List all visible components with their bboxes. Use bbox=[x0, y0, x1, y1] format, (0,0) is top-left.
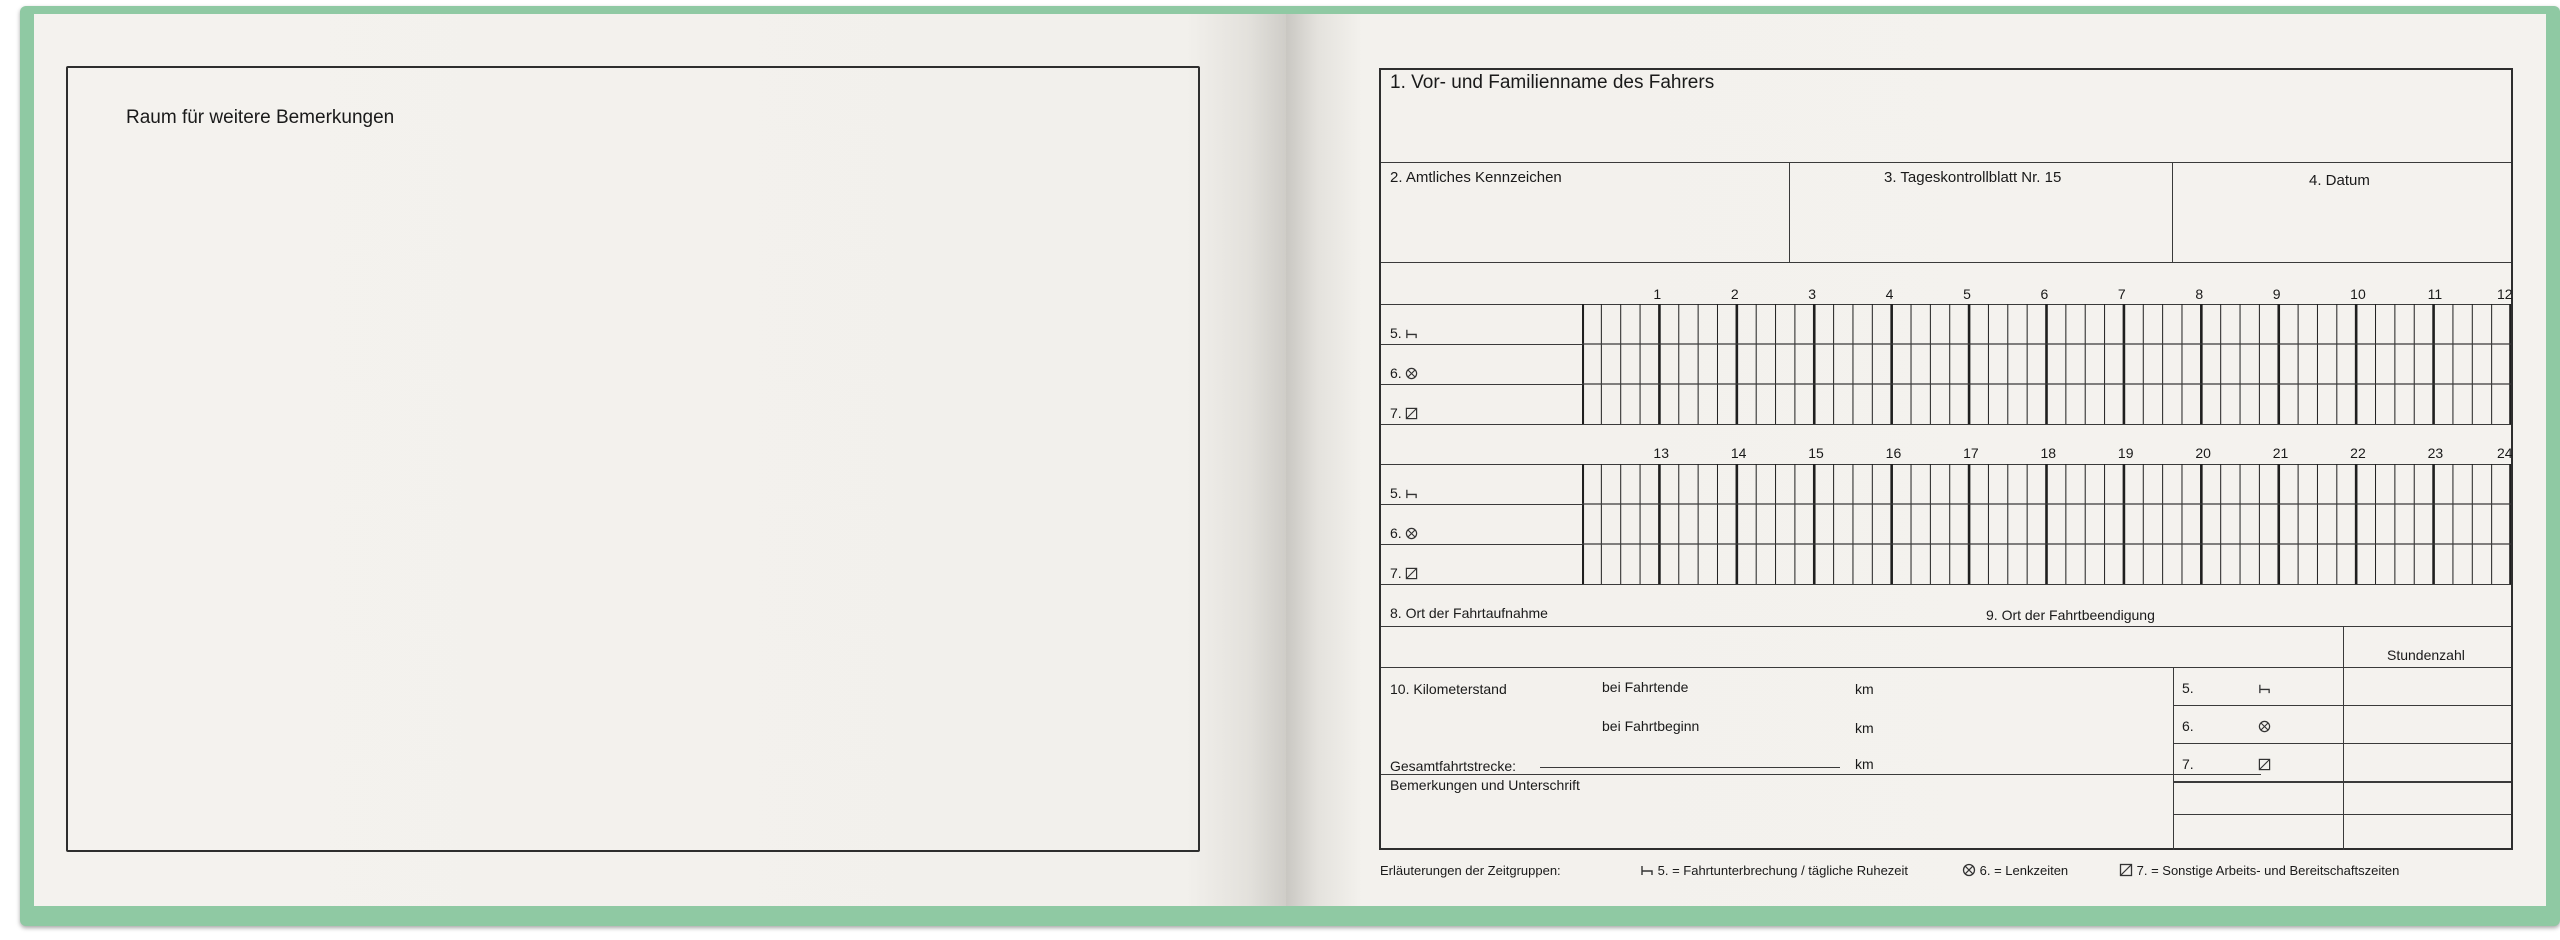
summary-row-icon bbox=[2255, 681, 2271, 697]
trip-end-label: bei Fahrtende bbox=[1602, 679, 1689, 695]
hatched-square-icon bbox=[1405, 567, 1418, 580]
hour-label: 12 bbox=[2497, 286, 2513, 302]
summary-row-label: 6. bbox=[2182, 718, 2194, 734]
sheet-number-label: 3. Tageskontrollblatt Nr. 15 bbox=[1884, 169, 2062, 186]
hour-label: 2 bbox=[1730, 286, 1739, 302]
divider bbox=[1789, 162, 1790, 262]
row-label bbox=[1390, 526, 1418, 540]
hour-label: 16 bbox=[1885, 445, 1902, 461]
plate-label: 2. Amtliches Kennzeichen bbox=[1390, 169, 1562, 186]
hour-label: 20 bbox=[2195, 445, 2211, 461]
km-unit: km bbox=[1855, 681, 1874, 697]
odometer-label: 10. Kilometerstand bbox=[1390, 681, 1507, 697]
hour-label: 15 bbox=[1808, 445, 1824, 461]
hour-label: 17 bbox=[1963, 445, 1979, 461]
hour-label: 8 bbox=[2195, 286, 2204, 302]
start-location-label: 8. Ort der Fahrtaufnahme bbox=[1390, 605, 1548, 621]
divider bbox=[2173, 667, 2174, 850]
hour-label: 18 bbox=[2040, 445, 2057, 461]
summary-row-label: 5. bbox=[2182, 680, 2194, 696]
legend-other bbox=[2115, 863, 2399, 877]
legend-other-text: 7. = Sonstige Arbeits- und Bereitschaftszeiten bbox=[2136, 863, 2400, 878]
row-label-text: 6. bbox=[1390, 525, 1402, 541]
divider bbox=[1381, 344, 1582, 345]
hour-label: 10 bbox=[2350, 286, 2366, 302]
legend-driving-text: 6. = Lenkzeiten bbox=[1979, 863, 2069, 878]
row-label-text: 5. bbox=[1390, 485, 1402, 501]
hatched-square-icon bbox=[1405, 407, 1418, 420]
remarks-frame bbox=[66, 66, 1200, 852]
time-grid-bottom bbox=[1582, 464, 2511, 584]
row-label-text: 6. bbox=[1390, 365, 1402, 381]
bed-icon bbox=[1405, 487, 1418, 500]
divider bbox=[2173, 814, 2511, 815]
hour-label: 7 bbox=[2117, 286, 2126, 302]
row-label-text: 7. bbox=[1390, 405, 1402, 421]
hours-total-label: Stundenzahl bbox=[2387, 647, 2465, 663]
hour-label: 4 bbox=[1885, 286, 1894, 302]
hour-label: 11 bbox=[2427, 286, 2443, 302]
hour-label: 22 bbox=[2350, 445, 2366, 461]
row-label bbox=[1390, 486, 1418, 500]
grid-lines bbox=[1582, 464, 2511, 584]
hour-label: 24 bbox=[2497, 445, 2513, 461]
steering-wheel-icon bbox=[1962, 863, 1976, 877]
divider bbox=[2173, 781, 2511, 783]
date-label: 4. Datum bbox=[2309, 172, 2370, 189]
legend-title: Erläuterungen der Zeitgruppen: bbox=[1380, 863, 1561, 878]
divider bbox=[1381, 162, 2511, 163]
row-label-text: 7. bbox=[1390, 565, 1402, 581]
summary-row-icon bbox=[2255, 757, 2271, 773]
divider bbox=[1381, 774, 2261, 775]
total-distance-label: Gesamtfahrtstrecke: bbox=[1390, 758, 1517, 774]
hour-label: 23 bbox=[2427, 445, 2444, 461]
trip-start-label: bei Fahrtbeginn bbox=[1602, 718, 1700, 734]
left-page bbox=[34, 14, 1286, 906]
driver-name-label: 1. Vor- und Familienname des Fahrers bbox=[1390, 72, 1715, 93]
legend-rest bbox=[1636, 863, 1908, 877]
divider bbox=[1381, 262, 2511, 263]
hour-label: 9 bbox=[2272, 286, 2281, 302]
divider bbox=[1381, 584, 2511, 585]
divider bbox=[1381, 626, 2511, 627]
hour-label: 6 bbox=[2040, 286, 2049, 302]
row-label bbox=[1390, 326, 1418, 340]
divider bbox=[2343, 667, 2511, 668]
hour-label: 21 bbox=[2272, 445, 2289, 461]
km-unit: km bbox=[1855, 720, 1874, 736]
summary-row-icon bbox=[2255, 719, 2271, 735]
divider bbox=[1381, 667, 2343, 668]
steering-wheel-icon bbox=[1405, 527, 1418, 540]
row-label bbox=[1390, 366, 1418, 380]
time-grid-top bbox=[1582, 304, 2511, 424]
divider bbox=[2172, 162, 2173, 262]
legend-rest-text: 5. = Fahrtunterbrechung / tägliche Ruhezeit bbox=[1657, 863, 1909, 878]
end-location-label: 9. Ort der Fahrtbeendigung bbox=[1986, 607, 2155, 623]
row-label bbox=[1390, 406, 1418, 420]
divider bbox=[2173, 705, 2511, 706]
hour-label: 5 bbox=[1963, 286, 1971, 302]
hour-label: 14 bbox=[1730, 445, 1747, 461]
hour-label: 19 bbox=[2117, 445, 2134, 461]
steering-wheel-icon bbox=[2258, 720, 2271, 733]
divider bbox=[1381, 384, 1582, 385]
steering-wheel-icon bbox=[1405, 367, 1418, 380]
row-label bbox=[1390, 566, 1418, 580]
divider bbox=[1381, 424, 2511, 425]
remarks-space-label: Raum für weitere Bemerkungen bbox=[126, 107, 395, 128]
summary-row-label: 7. bbox=[2182, 756, 2194, 772]
hour-label: 1 bbox=[1653, 286, 1662, 302]
divider bbox=[2343, 626, 2344, 850]
total-distance-line bbox=[1540, 767, 1840, 768]
bed-icon bbox=[1405, 327, 1418, 340]
grid-lines bbox=[1582, 304, 2511, 424]
legend-driving bbox=[1958, 863, 2068, 877]
hatched-square-icon bbox=[2119, 863, 2133, 877]
hour-label: 13 bbox=[1653, 445, 1669, 461]
bed-icon bbox=[2258, 682, 2271, 695]
remarks-signature-label: Bemerkungen und Unterschrift bbox=[1390, 777, 1580, 793]
hatched-square-icon bbox=[2258, 758, 2271, 771]
km-unit: km bbox=[1855, 756, 1874, 772]
bed-icon bbox=[1640, 863, 1654, 877]
row-label-text: 5. bbox=[1390, 325, 1402, 341]
divider bbox=[1381, 544, 1582, 545]
divider bbox=[2173, 743, 2511, 744]
divider bbox=[1381, 504, 1582, 505]
hour-label: 3 bbox=[1808, 286, 1817, 302]
right-page bbox=[1286, 14, 2546, 906]
